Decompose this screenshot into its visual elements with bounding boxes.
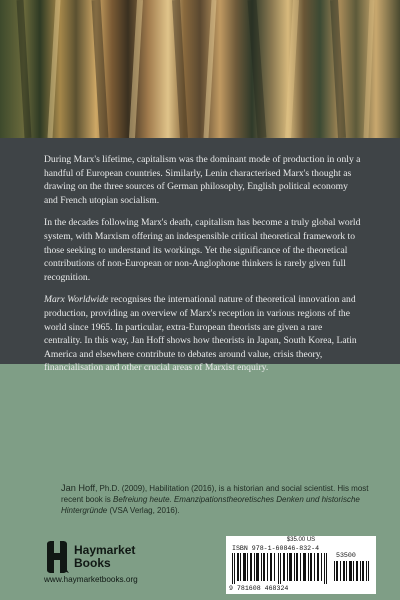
publisher-wordmark-line-2: Books [74,556,111,570]
blurb-paragraph-1: During Marx's lifetime, capitalism was the dominant mode of production in only a handful of European countries. Similarly, Lenin characterised Marx's thought as drawing on the three sources of German philosophy, English political economy and French utopian socialism. [44,154,361,206]
author-bio-text-1: , Ph.D. (2009), Habilitation (2016), is a historian and social scientist. His most recent book is [61,484,369,504]
blurb-paragraph-3-text: recognises the international nature of theoretical innovation and production, providing an overview of Marx's reception in various regions of the world since 1965. In particular, extra-European theorists are given a rare centrality. In this way, Jan Hoff shows how theorists in Japan, South Korea, Latin America and elsewhere contribute to debates around value, crisis theory, financialisation and other crucial areas of Marxist enquiry. [44,294,357,374]
back-cover-blurb [44,153,362,384]
haymarket-h-icon [44,540,70,574]
price-label: $35.00 US [286,537,316,543]
author-name: Jan Hoff [61,483,96,493]
artwork-streaks [0,0,400,138]
isbn-text: ISBN 978-1-60846-832-4 [232,545,320,552]
price-barcode [334,561,370,581]
blurb-paragraph-3 [44,293,362,375]
ean-number-text: 9 781608 468324 [229,585,289,592]
cover-artwork [0,0,400,138]
price-code-text: 53500 [336,552,356,559]
author-recent-book: Befreiung heute. Emanzipationstheoretisches Denken und historische Hintergründe [61,495,360,515]
publisher-url: www.haymarketbooks.org [44,575,138,584]
blurb-paragraph-2: In the decades following Marx's death, capitalism has become a truly global world system, with Marxism offering an indespensible critical theoretical framework to those seeking to understand its workings. Yet the significance of the theoretical contributions of non-European or non-Anglophone thinkers is rarely given full recognition. [44,217,361,283]
publisher-wordmark-line-1: Haymarket [74,543,136,557]
book-title: Marx Worldwide [44,294,109,306]
barcode-box [226,536,376,594]
ean-barcode [232,553,328,584]
publisher-logo [44,540,174,588]
author-bio [61,483,371,516]
publisher-wordmark [74,544,135,570]
author-bio-text-2: (VSA Verlag, 2016). [107,506,180,515]
